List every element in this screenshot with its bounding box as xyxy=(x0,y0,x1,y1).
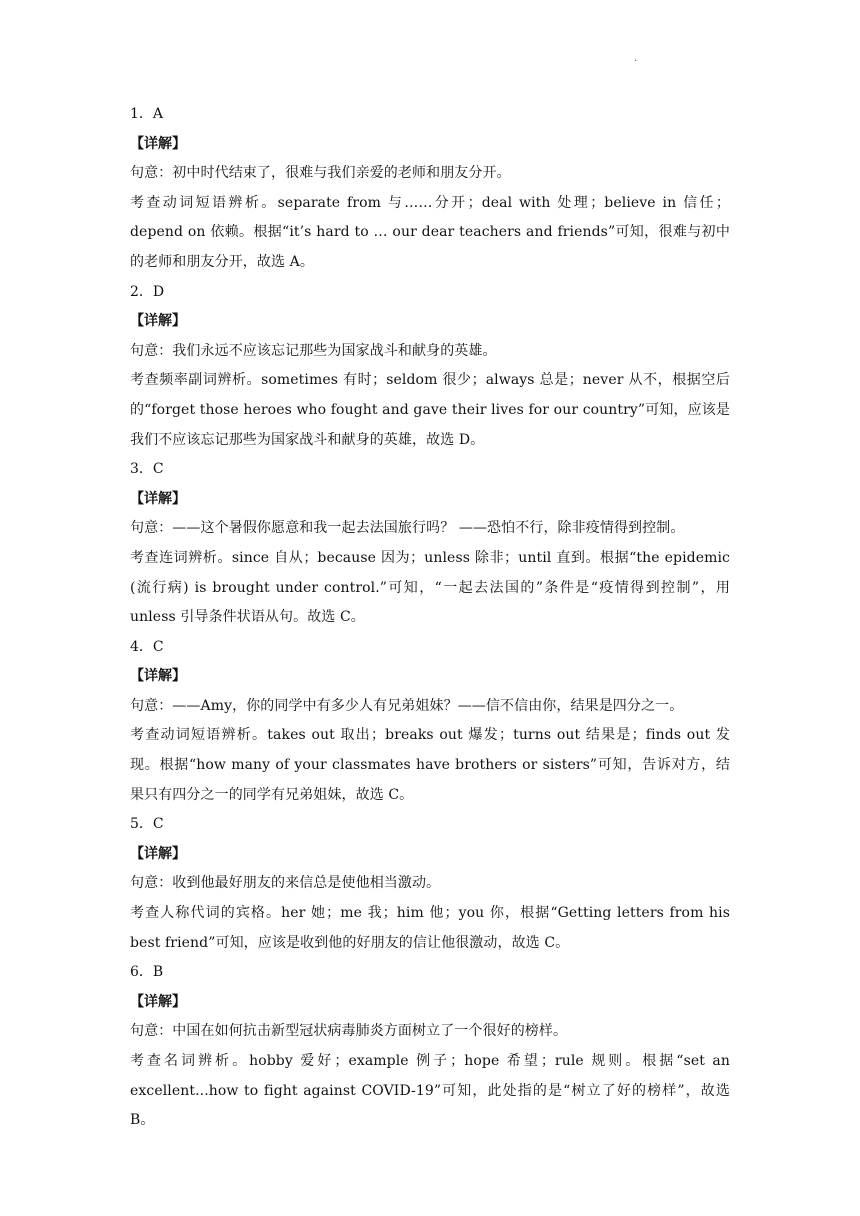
answer-number: 6．B xyxy=(130,964,164,981)
analysis-text: 考查频率副词辨析。sometimes 有时；seldom 很少；always 总是；never 从不，根据空后的“forget those heroes who fought and gave their lives for our country”可知，应该是我们不应该忘记那些为国家战斗和献身的英雄，故选 D。 xyxy=(130,372,730,448)
answer-number: 2．D xyxy=(130,283,165,300)
sentence-meaning: 句意：初中时代结束了，很难与我们亲爱的老师和朋友分开。 xyxy=(130,165,511,182)
answer-number: 3．C xyxy=(130,461,164,478)
detail-label: 【详解】 xyxy=(130,135,186,152)
sentence-meaning: 句意：——这个暑假你愿意和我一起去法国旅行吗？ ——恐怕不行，除非疫情得到控制。 xyxy=(130,520,685,537)
answer-number: 4．C xyxy=(130,638,164,655)
analysis-text: 考查人称代词的宾格。her 她；me 我；him 他；you 你，根据“Getting letters from his best friend”可知，应该是收到他的好朋友的信让他很激动，故选 C。 xyxy=(130,905,730,951)
answer-number: 5．C xyxy=(130,816,164,833)
analysis-text: 考查动词短语辨析。takes out 取出；breaks out 爆发；turns out 结果是；finds out 发现。根据“how many of your classmates have brothers or sisters”可知，告诉对方，结果只有四分之一的同学有兄弟姐妹，故选 C。 xyxy=(130,727,730,803)
detail-label: 【详解】 xyxy=(130,490,186,507)
sentence-meaning: 句意：我们永远不应该忘记那些为国家战斗和献身的英雄。 xyxy=(130,342,497,359)
detail-label: 【详解】 xyxy=(130,845,186,862)
answer-number: 1．A xyxy=(130,106,164,122)
answer-item-6 xyxy=(130,958,730,1136)
analysis-text: 考查连词辨析。since 自从；because 因为；unless 除非；until 直到。根据“the epidemic (流行病) is brought under control.”可知，“一起去法国的”条件是“疫情得到控制”，用 unless 引导条件状语从句。故选 C。 xyxy=(130,549,730,626)
header-mark: . xyxy=(634,53,638,64)
analysis-text: 考查动词短语辨析。separate from 与……分开；deal with 处理；believe in 信任；depend on 依赖。根据“it’s hard to … our dear teachers and friends”可知，很难与初中的老师和朋友分开，故选 A。 xyxy=(130,194,730,270)
answer-item-2 xyxy=(130,278,730,456)
sentence-meaning: 句意：中国在如何抗击新型冠状病毒肺炎方面树立了一个很好的榜样。 xyxy=(130,1023,568,1040)
sentence-meaning: 句意：——Amy，你的同学中有多少人有兄弟姐妹？——信不信由你，结果是四分之一。 xyxy=(130,697,684,714)
answer-item-1 xyxy=(130,100,730,278)
sentence-meaning: 句意：收到他最好朋友的来信总是使他相当激动。 xyxy=(130,875,441,892)
answer-content xyxy=(130,100,730,1136)
answer-item-4 xyxy=(130,633,730,811)
answer-item-3 xyxy=(130,455,730,633)
analysis-text: 考查名词辨析。hobby 爱好；example 例子；hope 希望；rule 规则。根据“set an excellent...how to fight against COVID-19”可知，此处指的是“树立了好的榜样”，故选 B。 xyxy=(130,1053,730,1129)
detail-label: 【详解】 xyxy=(130,668,186,685)
answer-item-5 xyxy=(130,810,730,958)
detail-label: 【详解】 xyxy=(130,313,186,330)
detail-label: 【详解】 xyxy=(130,993,186,1010)
